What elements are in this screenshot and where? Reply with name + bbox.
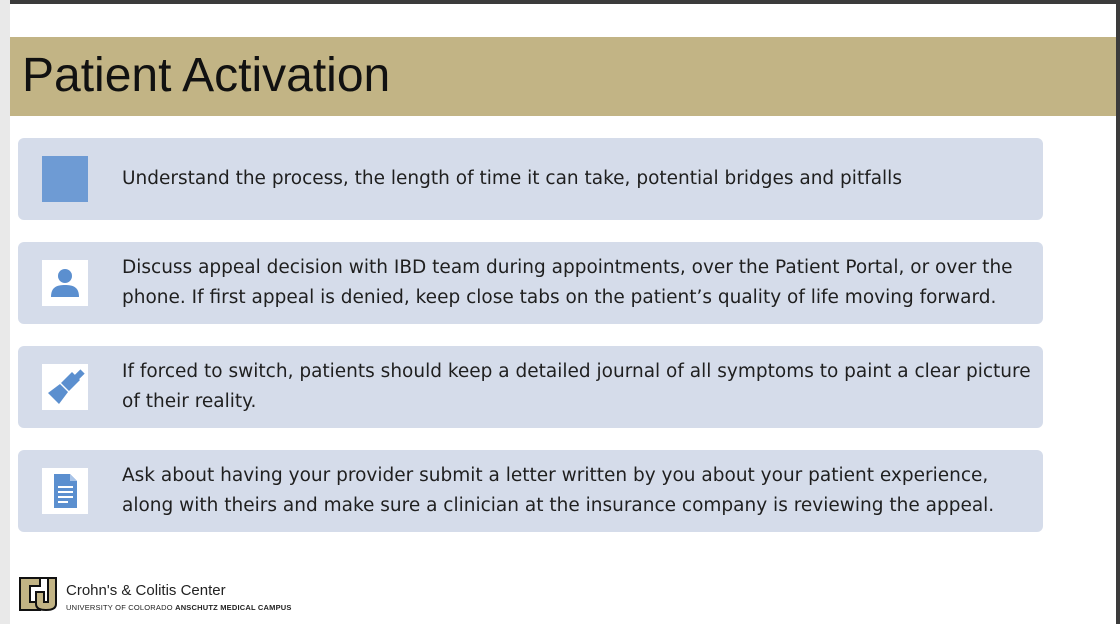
cu-logo-icon bbox=[18, 576, 58, 616]
slide-title: Patient Activation bbox=[22, 49, 391, 102]
center-name: Crohn's & Colitis Center bbox=[66, 582, 226, 599]
list-item-text-content: Discuss appeal decision with IBD team during appointments, over the Patient Portal, or over the phone. If first appeal is denied, keep close tabs on the patient’s quality of life moving forward. bbox=[122, 257, 1013, 308]
list-item-text-content: Understand the process, the length of time it can take, potential bridges and pitfalls bbox=[122, 168, 902, 189]
paintbrush-icon bbox=[42, 364, 88, 410]
university-line bbox=[66, 603, 292, 612]
list-item-text bbox=[122, 346, 1033, 428]
person-icon bbox=[42, 260, 88, 306]
list-item bbox=[18, 138, 1043, 220]
list-item-text bbox=[122, 450, 1033, 532]
title-band bbox=[10, 37, 1116, 116]
list-item-text-content: Ask about having your provider submit a letter written by you about your patient experience, along with theirs and make sure a clinician at the insurance company is reviewing the appeal. bbox=[122, 465, 995, 516]
list-item-text bbox=[122, 138, 1033, 220]
list-item bbox=[18, 346, 1043, 428]
list-item-text-content: If forced to switch, patients should keep a detailed journal of all symptoms to paint a clear picture of their reality. bbox=[122, 361, 1031, 412]
list-item bbox=[18, 242, 1043, 324]
campus-name: ANSCHUTZ MEDICAL CAMPUS bbox=[175, 603, 292, 612]
list-item bbox=[18, 450, 1043, 532]
document-icon bbox=[42, 468, 88, 514]
university-name: UNIVERSITY OF COLORADO bbox=[66, 603, 173, 612]
presentation-slide bbox=[10, 4, 1116, 624]
list-item-text bbox=[122, 242, 1033, 324]
footer bbox=[16, 574, 416, 614]
blue-square-icon bbox=[42, 156, 88, 202]
background-window-edge bbox=[0, 0, 10, 624]
